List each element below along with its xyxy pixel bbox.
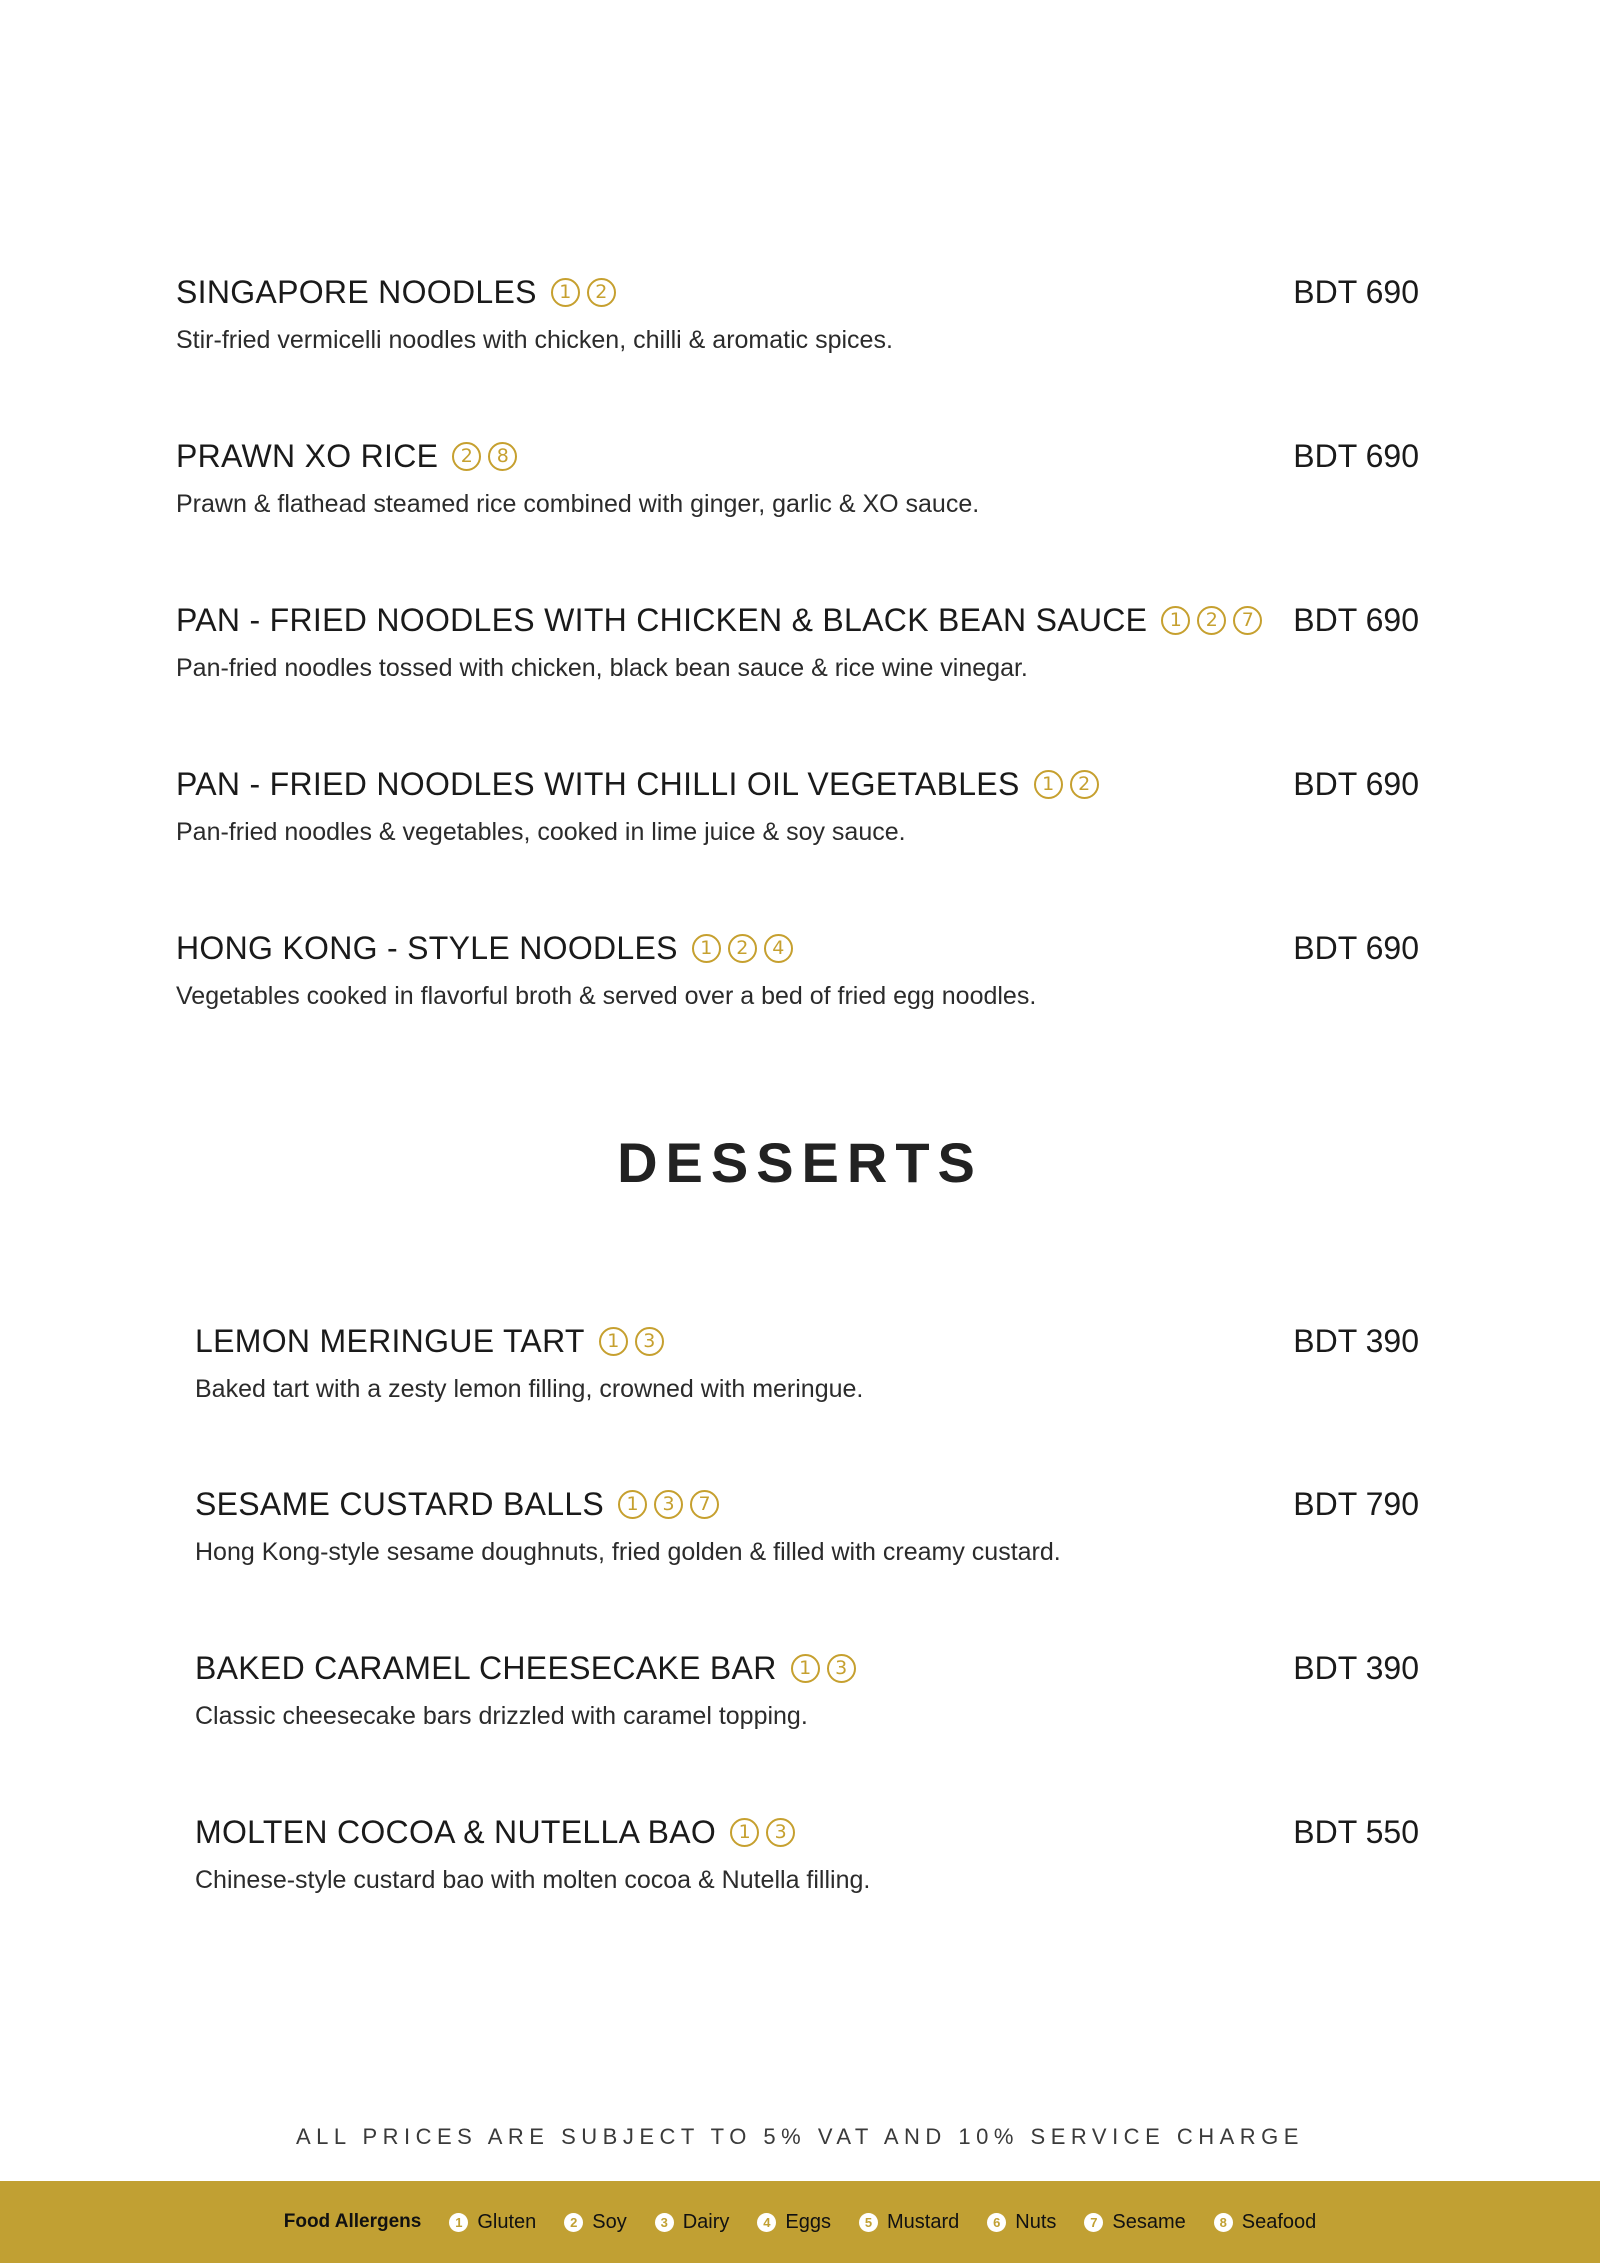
item-name: PAN - FRIED NOODLES WITH CHILLI OIL VEGETABLES xyxy=(176,765,1020,802)
item-name: MOLTEN COCOA & NUTELLA BAO xyxy=(195,1813,717,1850)
allergen-number-icon: 1 xyxy=(449,2213,468,2232)
allergen-legend-item xyxy=(564,2211,626,2234)
allergen-badges xyxy=(551,278,616,307)
allergen-badge: 2 xyxy=(587,278,616,307)
allergen-badges xyxy=(599,1327,664,1356)
allergen-label: Sesame xyxy=(1112,2210,1186,2233)
allergen-badge: 7 xyxy=(690,1490,719,1519)
item-price: BDT 690 xyxy=(1293,438,1419,474)
allergen-badge: 7 xyxy=(1233,606,1262,635)
item-name: BAKED CARAMEL CHEESECAKE BAR xyxy=(195,1649,777,1686)
menu-item xyxy=(176,270,1419,355)
allergen-number-icon: 6 xyxy=(987,2213,1006,2232)
item-description: Chinese-style custard bao with molten cocoa & Nutella filling. xyxy=(195,1866,871,1894)
item-description: Prawn & flathead steamed rice combined with ginger, garlic & XO sauce. xyxy=(176,490,980,518)
item-price: BDT 390 xyxy=(1293,1650,1419,1686)
item-price: BDT 690 xyxy=(1293,602,1419,638)
item-description: Stir-fried vermicelli noodles with chicken, chilli & aromatic spices. xyxy=(176,326,893,354)
allergen-badge: 1 xyxy=(791,1654,820,1683)
allergen-label: Soy xyxy=(592,2210,627,2233)
allergen-badge: 2 xyxy=(452,442,481,471)
item-price: BDT 790 xyxy=(1293,1486,1419,1522)
allergen-legend-item xyxy=(757,2211,831,2234)
item-name: PAN - FRIED NOODLES WITH CHICKEN & BLACK BEAN SAUCE xyxy=(176,601,1148,638)
allergen-badges xyxy=(618,1490,719,1519)
allergen-badge: 4 xyxy=(764,934,793,963)
allergen-legend-item xyxy=(987,2211,1056,2234)
allergen-label: Eggs xyxy=(785,2210,831,2233)
allergen-badges xyxy=(692,934,793,963)
menu-item xyxy=(195,1319,1419,1404)
item-price: BDT 390 xyxy=(1293,1323,1419,1359)
item-description: Pan-fried noodles tossed with chicken, black bean sauce & rice wine vinegar. xyxy=(176,654,1028,682)
menu-item xyxy=(176,434,1419,519)
item-price: BDT 550 xyxy=(1293,1814,1419,1850)
allergen-badge: 3 xyxy=(766,1818,795,1847)
allergen-badge: 1 xyxy=(1161,606,1190,635)
menu-item xyxy=(176,762,1419,847)
item-description: Vegetables cooked in flavorful broth & served over a bed of fried egg noodles. xyxy=(176,982,1037,1010)
item-name: HONG KONG - STYLE NOODLES xyxy=(176,929,678,966)
pricing-note: ALL PRICES ARE SUBJECT TO 5% VAT AND 10% SERVICE CHARGE xyxy=(296,2124,1304,2149)
section-heading-desserts: DESSERTS xyxy=(617,1131,983,1194)
allergen-number-icon: 5 xyxy=(859,2213,878,2232)
allergen-legend-item xyxy=(859,2211,959,2234)
allergen-badge: 3 xyxy=(654,1490,683,1519)
item-name: LEMON MERINGUE TART xyxy=(195,1322,585,1359)
item-name: SESAME CUSTARD BALLS xyxy=(195,1485,605,1522)
allergen-badge: 1 xyxy=(692,934,721,963)
allergen-label: Mustard xyxy=(887,2210,960,2233)
item-name: PRAWN XO RICE xyxy=(176,437,439,474)
allergen-legend-title: Food Allergens xyxy=(283,2211,422,2232)
allergen-badge: 1 xyxy=(618,1490,647,1519)
item-description: Pan-fried noodles & vegetables, cooked in lime juice & soy sauce. xyxy=(176,818,906,846)
allergen-legend-item xyxy=(1214,2211,1317,2234)
allergen-badge: 2 xyxy=(1070,770,1099,799)
menu-item xyxy=(195,1482,1419,1567)
item-description: Classic cheesecake bars drizzled with caramel topping. xyxy=(195,1702,808,1730)
allergen-legend-item xyxy=(655,2211,730,2234)
allergen-badges xyxy=(1161,606,1262,635)
allergen-badge: 2 xyxy=(728,934,757,963)
allergen-label: Seafood xyxy=(1241,2210,1317,2233)
allergen-badge: 8 xyxy=(488,442,517,471)
item-price: BDT 690 xyxy=(1293,274,1419,310)
allergen-badge: 1 xyxy=(551,278,580,307)
item-description: Baked tart with a zesty lemon filling, crowned with meringue. xyxy=(195,1375,864,1403)
allergen-label: Dairy xyxy=(682,2210,730,2233)
allergen-badges xyxy=(1034,770,1099,799)
allergen-badge: 3 xyxy=(635,1327,664,1356)
allergen-badges xyxy=(791,1654,856,1683)
allergen-number-icon: 7 xyxy=(1084,2213,1103,2232)
allergen-number-icon: 8 xyxy=(1214,2213,1233,2232)
allergen-legend-item xyxy=(1084,2211,1185,2234)
allergen-badge: 2 xyxy=(1197,606,1226,635)
allergen-label: Gluten xyxy=(477,2210,537,2233)
item-price: BDT 690 xyxy=(1293,930,1419,966)
menu-item xyxy=(176,926,1419,1011)
allergen-badge: 3 xyxy=(827,1654,856,1683)
menu-item xyxy=(195,1646,1419,1731)
item-description: Hong Kong-style sesame doughnuts, fried golden & filled with creamy custard. xyxy=(195,1538,1061,1566)
allergen-number-icon: 2 xyxy=(564,2213,583,2232)
menu-item xyxy=(176,598,1419,683)
allergen-badge: 1 xyxy=(1034,770,1063,799)
item-price: BDT 690 xyxy=(1293,766,1419,802)
allergen-badges xyxy=(452,442,517,471)
allergen-badge: 1 xyxy=(730,1818,759,1847)
item-name: SINGAPORE NOODLES xyxy=(176,273,537,310)
allergen-legend-bar xyxy=(0,2181,1600,2263)
allergen-number-icon: 3 xyxy=(655,2213,674,2232)
allergen-badge: 1 xyxy=(599,1327,628,1356)
allergen-label: Nuts xyxy=(1015,2210,1057,2233)
menu-item xyxy=(195,1810,1419,1895)
allergen-legend-item xyxy=(449,2211,536,2234)
allergen-number-icon: 4 xyxy=(757,2213,776,2232)
allergen-badges xyxy=(730,1818,795,1847)
